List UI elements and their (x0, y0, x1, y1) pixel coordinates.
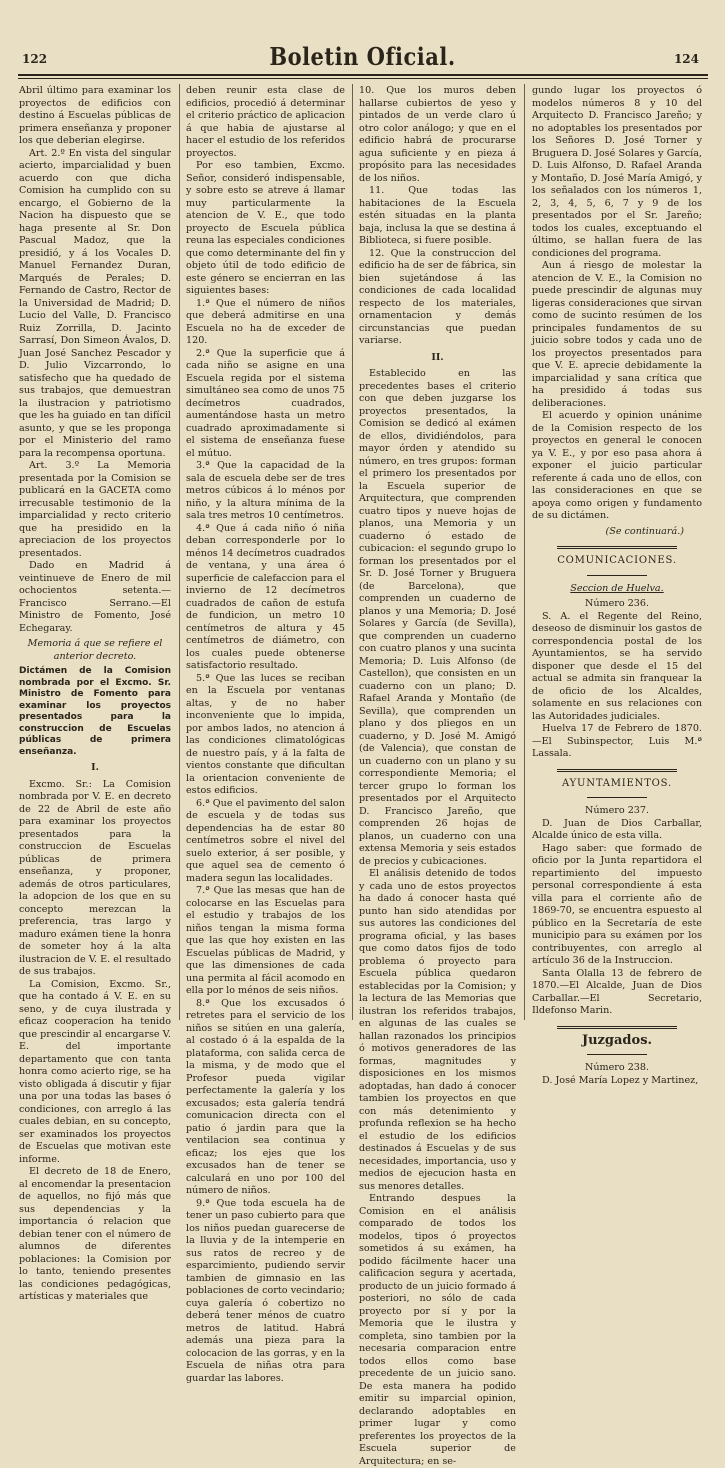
paragraph: 3.ª Que la capacidad de la sala de escuela debe ser de tres metros cúbicos á lo ménos por niño, y la altura mínima de la sala tres metros 10 centímetros. (186, 460, 345, 521)
comunicaciones-number: Número 236. (584, 598, 650, 609)
section-rule (557, 1026, 677, 1029)
paragraph: Establecido en las precedentes bases el criterio con que deben juzgarse los proyectos presentados, la Comision se dedicó al exámen de ellos, dividiéndolos, para mayor órden y atendido su número, en tres grupos: forman el primero los presentados por la Escuela superior de Arquitectura, que comprenden cuatro tipos y nueve hojas de planos, una Memoria y un cuaderno ó estado de cubicacion: el segundo grupo lo forman los presentados por el Sr. D. José Torner y Bruguera (de Barcelona), que comprenden un cuaderno de planos y una Memoria; D. José Solares y García (de Sevilla), que comprenden un cuaderno con cuatro planos y una sucinta Memoria; D. Luis Alfonso (de Castellon), que consisten en un cuaderno con un plano; D. Rafael Aranda y Montaño (de Sevilla), que comprenden un plano y dos pliegos en un cuaderno, y D. José M. Amigó (de Valencia), que constan de un cuaderno con un plano y su correspondiente Memoria; el tercer grupo lo forman los presentados por el Arquitecto D. Francisco Jareño, que comprenden 26 hojas de planos, un cuaderno con una extensa Memoria y seis estados de precios y cubicaciones. (359, 368, 516, 867)
paragraph: gundo lugar los proyectos ó modelos números 8 y 10 del Arquitecto D. Francisco Jareño; y no adoptables los presentados por los Señores D. José Torner y Bruguera D. José Solares y García, D. Luis Alfonso, D. Rafael Aranda y Montaño, D. José María Amigó, y los señalados con los números 1, 2, 3, 4, 5, 6, 7 y 9 de los presentados por el Sr. Jareño; todos los cuales, exceptuando el último, se hallan fuera de las condiciones del programa. (532, 85, 702, 259)
paragraph: 2.ª Que la superficie que á cada niño se asigne en una Escuela regida por el sistema simultáneo sea como de unos 75 decímetros cuadrados, aumentándose hasta un metro cuadrado aproximadamente si el sistema de enseñanza fuese el mútuo. (186, 347, 345, 459)
paragraph: Excmo. Sr.: La Comision nombrada por V. E. en decreto de 22 de Abril de este año para examinar los proyectos presentados para la construccion de Escuelas públicas de primera enseñanza, y proponer, además de otros particulares, la adopcion de los que en su concepto merezcan la preferencia, tras largo y maduro exámen tiene la honra de someter hoy á la alta ilustracion de V. E. el resultado de sus trabajos. (19, 778, 171, 977)
ayuntamientos-number: Número 237. (584, 805, 650, 816)
paragraph: Entrando despues la Comision en el análisis comparado de todos los modelos, tipos ó proyectos sometidos á su exámen, ha podido fácilmente hacer una calificacion segura y acertada, producto de un juicio formado á posteriori, no sólo de cada proyecto por sí y por la Memoria que le ilustra y completa, sino tambien por la necesaria comparacion entre todos ellos como base precedente de un juicio sano. De esta manera ha podido emitir su imparcial opinion, declarando adoptables en primer lugar y como preferentes los proyectos de la Escuela superior de Arquitectura; en se- (359, 1193, 516, 1467)
paragraph: 5.ª Que las luces se reciban en la Escuela por ventanas altas, y de no haber inconveniente que lo impida, por ambos lados, no atencion á las condiciones climatológicas de nuestro país, y á la falta de vientos constante que dificultan la orientacion conveniente de estos edificios. (186, 672, 345, 796)
paragraph: El decreto de 18 de Enero, al encomendar la presentacion de aquellos, no fijó más que sus dependencias y la importancia ó relacion que debian tener con el número de alumnos de diferentes poblaciones: la Comision por lo tanto, teniendo presentes las condiciones pedagógicas, artísticas y materiales que (19, 1166, 171, 1302)
masthead-title: Boletin Oficial. (269, 42, 456, 71)
paragraph: deben reunir esta clase de edificios, procedió á determinar el criterio práctico de aplicacion á que habia de ajustarse al hacer el estudio de los referidos proyectos. (186, 85, 345, 159)
roman-numeral: II. (431, 351, 444, 363)
paragraph: 8.ª Que los excusados ó retretes para el servicio de los niños se sitúen en una galería, al costado ó á la espalda de la plataforma, con salida cerca de la misma, y de modo que el Profesor pueda vigilar perfectamente la galería y los excusados; esta galería tendrá comunicacion directa con el patio ó jardin para que la ventilacion sea continua y eficaz; los ejes que los excusados han de tener se calculará en uno por 100 del número de niños. (186, 997, 345, 1196)
paragraph: D. José María Lopez y Martinez, (542, 1074, 699, 1086)
section-rule-short (587, 797, 647, 798)
paragraph: Hago saber: que formado de oficio por la Junta repartidora el repartimiento del impuesto personal correspondiente á esta villa para el corriente año de 1869-70, se encuentra espuesto al público en la Secretaría de este municipio para su exámen por los contribuyentes, con arreglo al artículo 36 de la Instruccion. (532, 842, 702, 966)
section-rule-short (587, 1054, 647, 1055)
paragraph: Aun á riesgo de molestar la atencion de V. E., la Comision no puede prescindir de algunas muy ligeras consideraciones que sirvan como de sucinto resúmen de los principales fundamentos de su juicio sobre todos y cada uno de los proyectos presentados para que V. E. aprecie debidamente la imparcialidad y sana crítica que ha presidido á todas sus deliberaciones. (532, 260, 702, 409)
section-rule (557, 769, 677, 772)
paragraph: Art. 2.º En vista del singular acierto, imparcialidad y buen acuerdo con que dicha Comision ha cumplido con su encargo, el Gobierno de la Nacion ha dispuesto que se haga presente al Sr. Don Pascual Madoz, que la presidió, y á los Vocales D. Manuel Fernandez Duran, Marqués de Perales; D. Fernando de Castro, Rector de la Universidad de Madrid; D. Lucio del Valle, D. Francisco Ruiz Zorrilla, D. Jacinto Sarrasí, Don Simeon Ávalos, D. Juan José Sanchez Pescador y D. Julio Vizcarrondo, lo satisfecho que ha quedado de sus trabajos, que demuestran la ilustracion y patriotismo que les ha guiado en tan difícil asunto, y que se les proponga por el Ministerio del ramo para la recompensa oportuna. (19, 147, 171, 459)
header-rule-thick (18, 74, 708, 76)
ayuntamientos-heading: AYUNTAMIENTOS. (562, 777, 672, 789)
header-rule-thin (18, 78, 708, 79)
paragraph: 1.ª Que el número de niños que deberá admitirse en una Escuela no ha de exceder de 120. (186, 297, 345, 346)
paragraph: 10. Que los muros deben hallarse cubiertos de yeso y pintados de un verde claro ú otro color análogo; y que en el edificio habrá de procurarse agua suficiente y en pieza á propósito para las necesidades de los niños. (359, 85, 516, 184)
page-number-right: 124 (673, 52, 699, 66)
continuation-note: (Se continuará.) (605, 525, 684, 537)
section-subtitle: Memoria á que se refiere el anterior decreto. (27, 638, 163, 662)
paragraph: 6.ª Que el pavimento del salon de escuela y de todas sus dependencias ha de estar 80 centímetros sobre el nivel del suelo exterior, á ser posible, y que aquel sea de cemento ó madera segun las localidades. (186, 797, 345, 884)
paragraph: Art. 3.º La Memoria presentada por la Comision se publicará en la GACETA como irrecusable testimonio de la imparcialidad y recto criterio que ha presidido en la apreciacion de los proyectos presentados. (19, 460, 171, 559)
paragraph: 7.ª Que las mesas que han de colocarse en las Escuelas para el estudio y trabajos de los niños tengan la misma forma que las que hoy existen en las Escuelas públicas de Madrid, y que las dimensiones de cada una permita al fácil acomodo en ella por lo ménos de seis niños. (186, 885, 345, 996)
paragraph: 11. Que todas las habitaciones de la Escuela estén situadas en la planta baja, inclusa la que se destina á Biblioteca, si fuere posible. (359, 185, 516, 246)
roman-numeral: I. (91, 762, 99, 773)
paragraph: D. Juan de Dios Carballar, Alcalde único de esta villa. (532, 817, 702, 841)
paragraph: 9.ª Que toda escuela ha de tener un paso cubierto para que los niños puedan guarecerse de la lluvia y de la intemperie en sus ratos de recreo y de esparcimiento, pudiendo servir tambien de gimnasio en las poblaciones de corto vecindario; cuya galería ó cobertizo no deberá tener ménos de cuatro metros de latitud. Habrá además una pieza para la colocacion de las gorras, y en la Escuela de niñas otra para guardar las labores. (186, 1197, 345, 1384)
column-divider (179, 84, 180, 1020)
paragraph: S. A. el Regente del Reino, deseoso de disminuir los gastos de correspondencia postal de los Ayuntamientos, se ha servido disponer que desde el 15 del actual se admita sin franquear la de oficio de los Alcaldes, solamente en sus relaciones con las Autoridades judiciales. (532, 610, 702, 722)
column-2 (186, 85, 345, 1384)
comunicaciones-section: Seccion de Huelva. (570, 582, 664, 594)
juzgados-heading: Juzgados. (581, 1032, 653, 1048)
page-number-left: 122 (22, 52, 48, 66)
paragraph: 12. Que la construccion del edificio ha de ser de fábrica, sin bien sujetándose á las condiciones de cada localidad respecto de los materiales, ornamentacion y demás circunstancias que puedan variarse. (359, 247, 516, 346)
paragraph: El acuerdo y opinion unánime de la Comision respecto de los proyectos en general le conocen ya V. E., y por eso pasa ahora á exponer el juicio particular referente á cada uno de ellos, con las consideraciones en que se apoya como origen y fundamento de su dictámen. (532, 410, 702, 521)
section-rule-short (587, 575, 647, 576)
juzgados-number: Número 238. (584, 1062, 650, 1073)
column-3 (359, 85, 516, 1467)
section-rule (557, 546, 677, 549)
comunicaciones-heading: COMUNICACIONES. (557, 555, 677, 566)
column-4 (532, 85, 702, 1086)
signature: Huelva 17 de Febrero de 1870. —El Subinspector, Luis M.ª Lassala. (532, 723, 702, 759)
column-1 (19, 85, 171, 1302)
section-heading: Dictámen de la Comision nombrada por el Excmo. Sr. Ministro de Fomento para examinar los proyectos presentados para la construccion de Escuelas públicas de primera enseñanza. (19, 666, 171, 757)
column-divider (352, 84, 353, 1020)
paragraph: La Comision, Excmo. Sr., que ha contado á V. E. en su seno, y de cuya ilustrada y eficaz cooperacion ha tenido que prescindir al encargarse V. E. del importante departamento que con tanta honra como acierto rige, se ha visto obligada á discutir y fijar una por una todas las bases ó condiciones, con arreglo á las cuales debian, en su concepto, ser examinados los proyectos de Escuelas que motivan este informe. (19, 978, 171, 1165)
paragraph: El análisis detenido de todos y cada uno de estos proyectos ha dado á conocer hasta qué punto han sido atendidas por sus autores las condiciones del programa oficial, y las bases que como datos fijos de todo problema ó proyecto para Escuela pública quedaron establecidas por la Comision; y la lectura de las Memorias que ilustran los referidos trabajos, en algunas de las cuales se hallan razonados los principios ó motivos generadores de las formas, magnitudes y disposiciones en los mismos adoptadas, han dado á conocer tambien los proyectos en que con más detenimiento y profunda reflexion se ha hecho el estudio de los edificios destinados á Escuelas y de sus necesidades, importancia, uso y medios de ejecucion hasta en sus menores detalles. (359, 868, 516, 1192)
paragraph: Por eso tambien, Excmo. Señor, consideró indispensable, y sobre esto se atreve á llamar muy particularmente la atencion de V. E., que todo proyecto de Escuela pública reuna las especiales condiciones que como determinante del fin y objeto útil de todo edificio de este género se encierran en las siguientes bases: (186, 160, 345, 296)
column-divider (524, 84, 525, 1020)
paragraph: Dado en Madrid á veintinueve de Enero de mil ochocientos setenta.—Francisco Serrano.—El Ministro de Fomento, José Echegaray. (19, 560, 171, 634)
signature: Santa Olalla 13 de febrero de 1870.—El Alcalde, Juan de Dios Carballar.—El Secretario, Ildefonso Marin. (532, 967, 702, 1016)
paragraph: Abril último para examinar los proyectos de edificios con destino á Escuelas públicas de primera enseñanza y proponer los que deberian elegirse. (19, 85, 171, 146)
paragraph: 4.ª Que á cada niño ó niña deban corresponderle por lo ménos 14 decímetros cuadrados de ventana, y una área ó superficie de calefaccion para el invierno de 12 decímetros cuadrados de cañon de estufa de fundicion, un metro 10 centímetros de altura y 45 centímetros de diámetro, con los cuales puede obtenerse satisfactorio resultado. (186, 522, 345, 671)
